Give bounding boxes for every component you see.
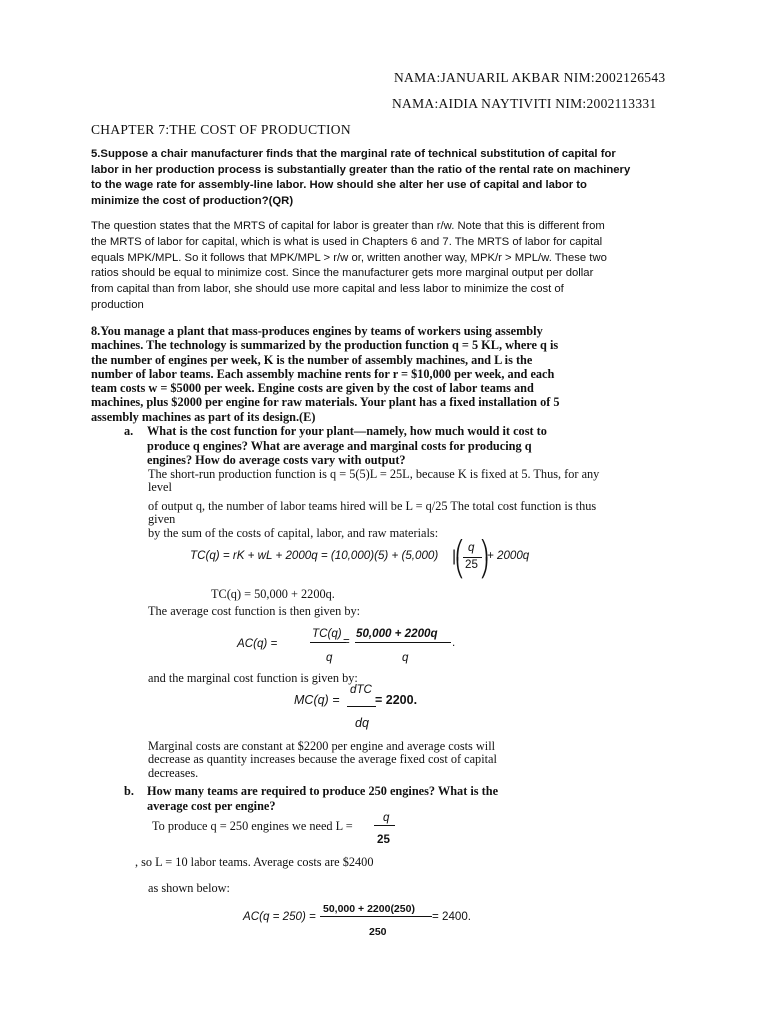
solution-line: The short-run production function is q = 5(5)L = 25L, because K is fixed at 5. Thus, for any — [148, 467, 600, 481]
ac-left: AC(q) = — [237, 637, 278, 650]
question-line: What is the cost function for your plant—namely, how much would it cost to — [147, 424, 547, 438]
answer-line: equals MPK/MPL. So it follows that MPK/MPL > r/w or, written another way, MPK/r > MPL/w. These two — [91, 251, 607, 264]
tc-fraction-denominator: 25 — [465, 558, 478, 571]
solution-line: by the sum of the costs of capital, labor, and raw materials: — [148, 525, 439, 540]
question-line: average cost per engine? — [147, 798, 276, 813]
fraction-bar — [374, 825, 395, 826]
student-line-1: NAMA:JANUARIL AKBAR NIM:2002126543 — [394, 70, 666, 85]
ac-numerator-2: 50,000 + 2200q — [356, 627, 438, 640]
average-cost-intro: The average cost function is then given by: — [148, 604, 361, 618]
tc-fraction-numerator: q — [468, 541, 475, 554]
ac-period: . — [452, 636, 456, 649]
question-line: the number of engines per week, K is the number of assembly machines, and L is the — [91, 352, 533, 367]
l-numerator: q — [383, 811, 390, 824]
paren-close-right-icon: ⎠ — [480, 558, 489, 578]
tc-equation-right: + 2000q — [487, 549, 530, 562]
answer-line: ratios should be equal to minimize cost. Since the manufacturer gets more marginal output per dollar — [91, 267, 594, 280]
part-a-label: a. — [124, 424, 134, 438]
question-line: to the wage rate for assembly-line labor. How should she alter her use of capital and labor to — [91, 179, 587, 192]
mc-left: MC(q) = — [294, 693, 340, 707]
answer-line: the MRTS of labor for capital, which is what is used in Chapters 6 and 7. The MRTS of labor for capital — [91, 235, 603, 248]
question-line: 8.You manage a plant that mass-produces engines by teams of workers using assembly — [91, 324, 543, 338]
solution-line: given — [148, 512, 176, 527]
question-line: assembly machines as part of its design.(E) — [91, 409, 316, 424]
question-line: engines? How do average costs vary with output? — [147, 453, 406, 468]
paren-close-icon: ⎝ — [455, 558, 464, 578]
question-line: labor in her production process is substantially greater than the ratio of the rental rate on machinery — [91, 163, 631, 176]
ac250-numerator: 50,000 + 2200(250) — [323, 903, 415, 915]
answer-line: from capital than from labor, she should use more capital and less labor to minimize the cost of — [91, 283, 564, 296]
mc-denominator: dq — [355, 716, 369, 730]
ac-denominator-1: q — [326, 651, 333, 664]
part-a-solution-1 — [148, 468, 599, 495]
solution-line: decrease as quantity increases because the average fixed cost of capital — [148, 752, 497, 767]
ac-denominator-2: q — [402, 651, 409, 664]
part-a-question — [147, 424, 547, 468]
question-8 — [91, 324, 560, 424]
question-line: minimize the cost of production?(QR) — [91, 194, 294, 207]
paren-open-icon: ⎛ — [455, 540, 464, 560]
question-line: How many teams are required to produce 250 engines? What is the — [147, 784, 499, 798]
part-a-conclusion — [148, 740, 497, 780]
mc-numerator: dTC — [350, 683, 372, 696]
fraction-bar — [310, 642, 346, 643]
part-a-solution-2 — [148, 500, 596, 540]
solution-line: decreases. — [148, 765, 199, 780]
fraction-bar — [320, 916, 432, 917]
so-text: , so L = 10 labor teams. Average costs are $2400 — [135, 855, 374, 869]
chapter-title: CHAPTER 7:THE COST OF PRODUCTION — [91, 122, 351, 137]
produce-text: To produce q = 250 engines we need L = — [152, 819, 353, 833]
ac-equals: = — [343, 635, 350, 648]
question-line: team costs w = $5000 per week. Engine costs are given by the cost of labor teams and — [91, 381, 534, 396]
ac250-left: AC(q = 250) = — [243, 910, 316, 923]
paren-bar-icon: | — [452, 548, 457, 565]
answer-line: production — [91, 298, 144, 311]
mc-right: = 2200. — [375, 693, 418, 707]
ac250-denominator: 250 — [369, 926, 387, 938]
tc-result: TC(q) = 50,000 + 2200q. — [211, 587, 335, 601]
ac-numerator-1: TC(q) — [312, 627, 342, 640]
question-line: number of labor teams. Each assembly machine rents for r = $10,000 per week, and each — [91, 366, 555, 381]
question-line: 5.Suppose a chair manufacturer finds that the marginal rate of technical substitution of capital for — [91, 148, 616, 160]
shown-text: as shown below: — [148, 881, 230, 895]
question-line: machines. The technology is summarized by the production function q = 5 KL, where q is — [91, 338, 559, 353]
answer-line: The question states that the MRTS of capital for labor is greater than r/w. Note that this is different from — [91, 220, 605, 232]
question-line: produce q engines? What are average and marginal costs for producing q — [147, 438, 532, 453]
part-b-label: b. — [124, 784, 134, 798]
marginal-cost-intro: and the marginal cost function is given by: — [148, 671, 358, 685]
question-5 — [91, 147, 630, 209]
ac250-right: = 2400. — [432, 910, 472, 923]
solution-line: of output q, the number of labor teams hired will be L = q/25 The total cost function is thus — [148, 499, 597, 513]
fraction-bar — [355, 642, 451, 643]
part-b-question — [147, 784, 498, 813]
paren-open-right-icon: ⎞ — [480, 540, 489, 560]
solution-line: level — [148, 480, 172, 495]
student-line-2: NAMA:AIDIA NAYTIVITI NIM:2002113331 — [392, 96, 657, 111]
solution-line: Marginal costs are constant at $2200 per engine and average costs will — [148, 739, 496, 753]
l-denominator: 25 — [377, 833, 390, 846]
fraction-bar — [347, 706, 376, 707]
answer-5 — [91, 219, 607, 314]
question-line: machines, plus $2000 per engine for raw materials. Your plant has a fixed installation of 5 — [91, 395, 560, 410]
tc-equation-left: TC(q) = rK + wL + 2000q = (10,000)(5) + (5,000) — [190, 549, 439, 562]
